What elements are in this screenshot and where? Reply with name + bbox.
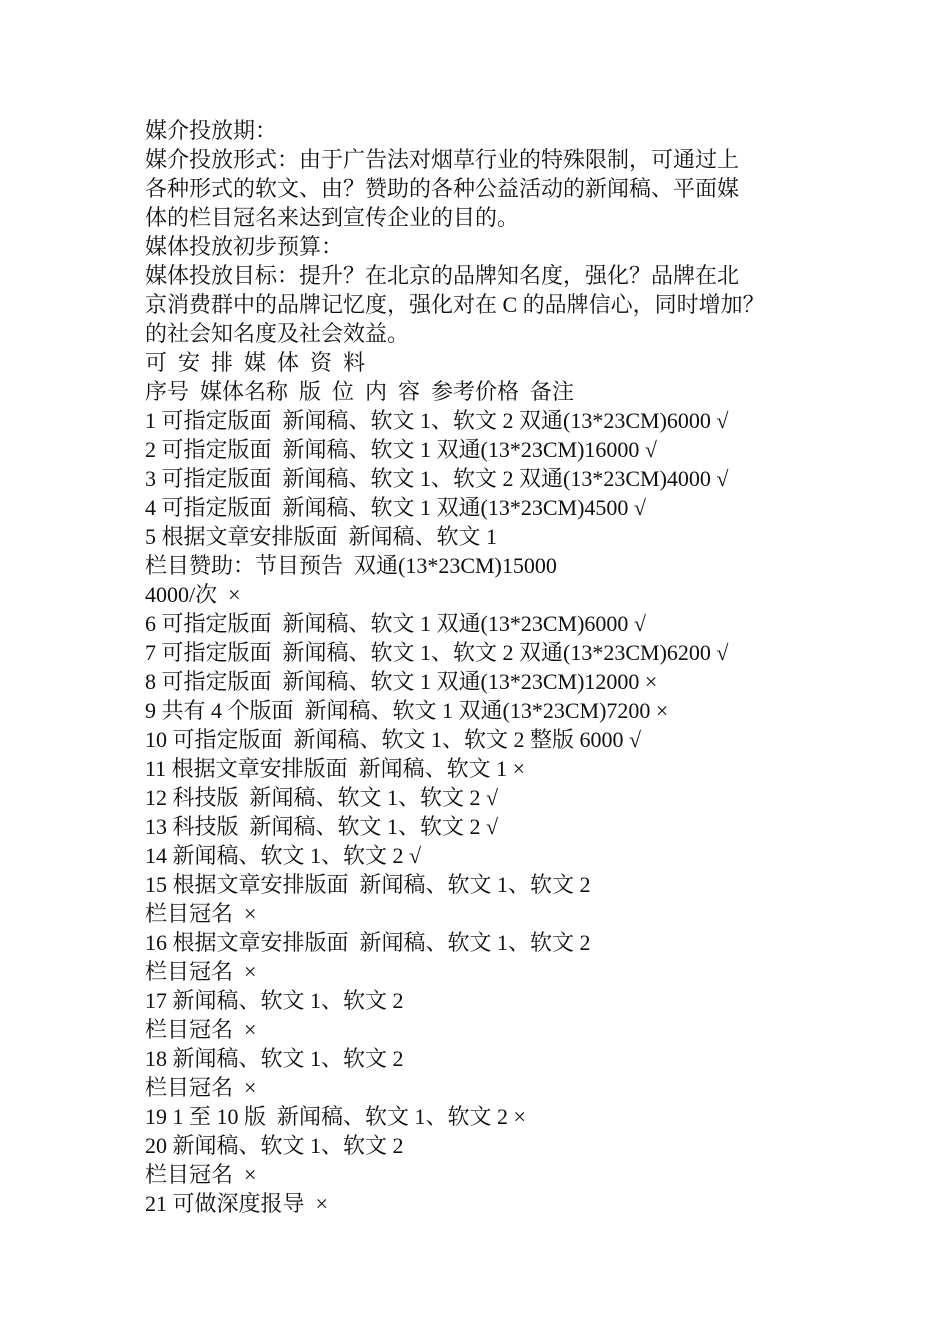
list-item: 栏目赞助：节目预告 双通(13*23CM)15000 xyxy=(145,553,557,578)
list-item: 1 可指定版面 新闻稿、软文 1、软文 2 双通(13*23CM)6000 √ xyxy=(145,408,729,433)
list-item: 12 科技版 新闻稿、软文 1、软文 2 √ xyxy=(145,785,499,810)
list-item: 20 新闻稿、软文 1、软文 2 xyxy=(145,1133,404,1158)
text-line-goal-cont-2: 的社会知名度及社会效益。 xyxy=(145,321,410,346)
text-line-media-form-cont-2: 体的栏目冠名来达到宣传企业的目的。 xyxy=(145,205,520,230)
section-heading: 可 安 排 媒 体 资 料 xyxy=(145,350,366,375)
list-item: 17 新闻稿、软文 1、软文 2 xyxy=(145,988,404,1013)
text-line-media-form: 媒介投放形式：由于广告法对烟草行业的特殊限制，可通过上 xyxy=(145,147,740,172)
list-item: 栏目冠名 × xyxy=(145,959,257,984)
list-item: 6 可指定版面 新闻稿、软文 1 双通(13*23CM)6000 √ xyxy=(145,611,646,636)
list-item: 栏目冠名 × xyxy=(145,1162,257,1187)
document-page xyxy=(145,116,835,1218)
list-item: 栏目冠名 × xyxy=(145,1017,257,1042)
list-item: 3 可指定版面 新闻稿、软文 1、软文 2 双通(13*23CM)4000 √ xyxy=(145,466,729,491)
list-item: 13 科技版 新闻稿、软文 1、软文 2 √ xyxy=(145,814,499,839)
text-line-goal: 媒体投放目标：提升？在北京的品牌知名度，强化？品牌在北 xyxy=(145,263,740,288)
list-item: 16 根据文章安排版面 新闻稿、软文 1、软文 2 xyxy=(145,930,591,955)
list-item: 7 可指定版面 新闻稿、软文 1、软文 2 双通(13*23CM)6200 √ xyxy=(145,640,729,665)
text-line-media-period: 媒介投放期： xyxy=(145,118,278,143)
list-item: 11 根据文章安排版面 新闻稿、软文 1 × xyxy=(145,756,526,781)
list-item: 栏目冠名 × xyxy=(145,901,257,926)
text-line-budget: 媒体投放初步预算： xyxy=(145,234,344,259)
list-item: 5 根据文章安排版面 新闻稿、软文 1 xyxy=(145,524,498,549)
list-item: 4000/次 × xyxy=(145,582,241,607)
list-item: 9 共有 4 个版面 新闻稿、软文 1 双通(13*23CM)7200 × xyxy=(145,698,669,723)
list-item: 栏目冠名 × xyxy=(145,1075,257,1100)
list-item: 2 可指定版面 新闻稿、软文 1 双通(13*23CM)16000 √ xyxy=(145,437,657,462)
text-line-goal-cont-1: 京消费群中的品牌记忆度，强化对在 C 的品牌信心，同时增加？ xyxy=(145,292,765,317)
list-item: 18 新闻稿、软文 1、软文 2 xyxy=(145,1046,404,1071)
list-item: 19 1 至 10 版 新闻稿、软文 1、软文 2 × xyxy=(145,1104,526,1129)
text-line-media-form-cont-1: 各种形式的软文、由？赞助的各种公益活动的新闻稿、平面媒 xyxy=(145,176,740,201)
list-item: 10 可指定版面 新闻稿、软文 1、软文 2 整版 6000 √ xyxy=(145,727,642,752)
list-item: 21 可做深度报导 × xyxy=(145,1191,328,1216)
list-item: 14 新闻稿、软文 1、软文 2 √ xyxy=(145,843,422,868)
list-item: 15 根据文章安排版面 新闻稿、软文 1、软文 2 xyxy=(145,872,591,897)
list-item: 8 可指定版面 新闻稿、软文 1 双通(13*23CM)12000 × xyxy=(145,669,658,694)
table-header: 序号 媒体名称 版 位 内 容 参考价格 备注 xyxy=(145,379,575,404)
list-item: 4 可指定版面 新闻稿、软文 1 双通(13*23CM)4500 √ xyxy=(145,495,646,520)
